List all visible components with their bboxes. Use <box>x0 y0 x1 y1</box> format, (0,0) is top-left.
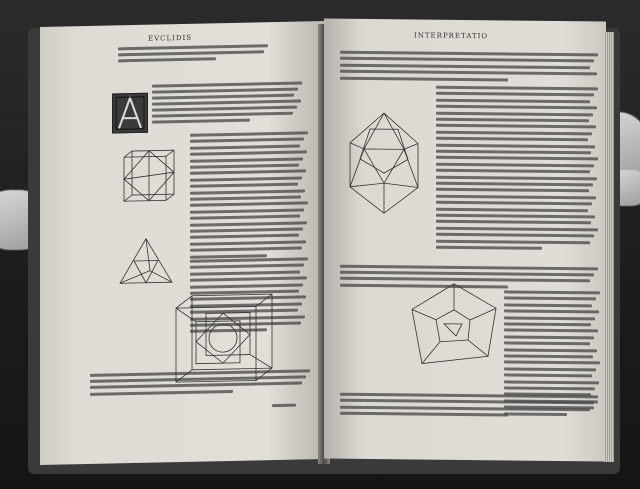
nested-cubes-figure <box>170 290 280 391</box>
text-line <box>118 57 216 62</box>
right-page <box>324 19 606 462</box>
text-line <box>436 137 588 142</box>
text-line <box>190 247 302 252</box>
text-line <box>436 98 590 103</box>
left-running-head: EVCLIDIS <box>148 33 193 43</box>
text-line <box>504 335 594 339</box>
text-line <box>340 63 590 69</box>
text-line <box>152 94 294 100</box>
text-line <box>504 361 600 365</box>
text-line <box>190 138 304 143</box>
text-line <box>190 208 304 213</box>
text-line <box>436 150 591 155</box>
text-line <box>190 264 304 269</box>
text-line <box>436 169 590 174</box>
text-line <box>190 227 303 232</box>
text-line <box>436 130 592 135</box>
text-line <box>190 283 303 288</box>
text-line <box>436 105 597 110</box>
text-line <box>190 189 305 194</box>
text-line <box>504 367 596 371</box>
left-page <box>40 21 324 465</box>
text-line <box>436 111 593 116</box>
text-line <box>504 412 567 416</box>
text-line <box>436 118 589 123</box>
text-line <box>436 239 590 244</box>
text-line <box>190 270 300 275</box>
text-line <box>436 214 595 219</box>
text-line <box>152 106 297 112</box>
text-line <box>504 386 595 390</box>
text-line <box>436 162 594 167</box>
text-line <box>190 277 307 282</box>
text-line <box>436 86 598 91</box>
right-running-head: INTERPRETATIO <box>414 31 489 41</box>
text-line <box>152 88 298 94</box>
text-line <box>340 51 598 57</box>
text-line <box>190 157 303 162</box>
octahedron-in-cube-figure <box>118 144 178 219</box>
text-line <box>436 201 592 206</box>
text-line <box>190 215 300 220</box>
decorated-initial-icon <box>112 93 148 134</box>
text-line <box>504 348 597 352</box>
text-line <box>504 374 592 378</box>
text-line <box>340 265 598 271</box>
text-line <box>118 50 264 56</box>
text-line <box>436 124 596 129</box>
text-line <box>504 380 599 384</box>
open-book <box>28 18 620 474</box>
text-line <box>504 329 598 333</box>
text-line <box>190 257 308 262</box>
text-line <box>190 196 301 201</box>
text-line <box>340 57 594 63</box>
text-line <box>504 303 592 307</box>
text-line <box>118 44 268 50</box>
text-line <box>504 342 590 346</box>
text-line <box>436 143 595 148</box>
tetrahedron-figure <box>116 234 176 294</box>
text-line <box>436 226 598 231</box>
text-line <box>436 246 542 250</box>
text-line <box>90 390 233 396</box>
text-line <box>190 202 308 207</box>
text-line <box>340 76 508 81</box>
text-line <box>152 112 293 118</box>
text-line <box>436 182 593 187</box>
text-line <box>190 144 300 149</box>
icosahedron-figure <box>342 109 426 224</box>
text-line <box>190 176 302 181</box>
text-line <box>504 316 595 320</box>
text-line <box>272 404 296 408</box>
text-line <box>190 170 306 175</box>
text-line <box>190 131 308 136</box>
text-line <box>340 271 594 277</box>
text-line <box>152 100 301 106</box>
text-line <box>436 92 594 97</box>
text-line <box>504 354 593 358</box>
page-edges <box>604 32 614 462</box>
text-line <box>340 70 597 76</box>
text-line <box>190 183 298 188</box>
text-line <box>190 234 299 239</box>
text-line <box>504 297 596 301</box>
text-line <box>190 240 306 245</box>
text-line <box>436 156 598 161</box>
text-line <box>436 220 591 225</box>
text-line <box>340 412 508 417</box>
text-line <box>504 322 591 326</box>
text-line <box>504 310 599 314</box>
right-text-block <box>324 19 606 22</box>
text-line <box>190 151 307 156</box>
text-line <box>436 194 596 199</box>
dodecahedron-figure <box>404 279 504 374</box>
text-line <box>436 188 589 193</box>
left-text-block <box>40 21 324 27</box>
text-line <box>152 81 302 87</box>
text-line <box>504 290 600 294</box>
text-line <box>190 221 307 226</box>
text-line <box>436 233 594 238</box>
text-line <box>436 175 597 180</box>
text-line <box>190 164 299 169</box>
text-line <box>436 207 588 212</box>
text-line <box>152 119 250 124</box>
